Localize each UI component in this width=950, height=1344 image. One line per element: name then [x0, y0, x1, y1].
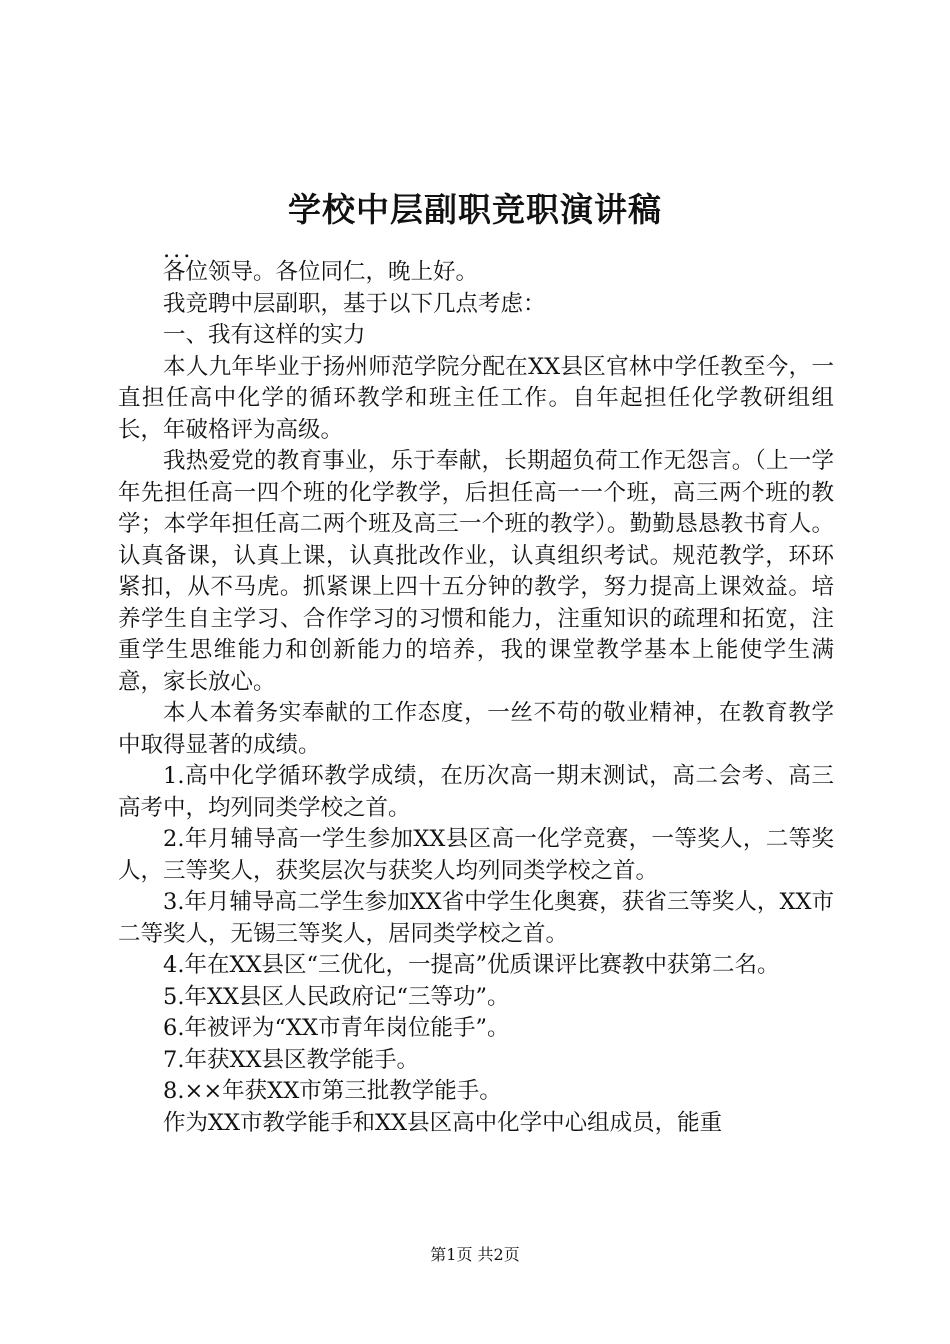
- document-title: 学校中层副职竞职演讲稿: [288, 190, 662, 229]
- achievement-item: 3.年月辅导高二学生参加XX省中学生化奥赛，获省三等奖人，XX市二等奖人，无锡三等奖人，居同类学校之首。: [118, 889, 834, 947]
- body-paragraph: 各位领导。各位同仁，晚上好。: [163, 259, 479, 285]
- document-body: [118, 237, 834, 1139]
- body-paragraph: 我竞聘中层副职，基于以下几点考虑：: [163, 290, 546, 317]
- body-paragraph: 作为XX市教学能手和XX县区高中化学中心组成员，能重: [163, 1109, 723, 1136]
- achievement-item: 2.年月辅导高一学生参加XX县区高一化学竞赛，一等奖人，二等奖人，三等奖人，获奖层次与获奖人均列同类学校之首。: [118, 826, 834, 884]
- body-paragraph: ...: [163, 237, 194, 263]
- body-paragraph: 我热爱党的教育事业，乐于奉献，长期超负荷工作无怨言。（上一学年先担任高一四个班的化学教学，后担任高一一个班，高三两个班的教学；本学年担任高二两个班及高三一个班的教学）。勤勤恳恳教书育人。认真备课，认真上课，认真批改作业，认真组织考试。规范教学，环环紧扣，从不马虎。抓紧课上四十五分钟的教学，努力提高上课效益。培养学生自主学习、合作学习的习惯和能力，注重知识的疏理和拓宽，注重学生思维能力和创新能力的培养，我的课堂教学基本上能使学生满意，家长放心。: [118, 448, 834, 695]
- page-number: 第1页 共2页: [430, 1245, 520, 1264]
- achievement-item: 8.××年获XX市第三批教学能手。: [163, 1078, 502, 1104]
- achievement-item: 7.年获XX县区教学能手。: [163, 1046, 420, 1073]
- achievement-item: 6.年被评为“XX市青年岗位能手”。: [163, 1015, 510, 1041]
- achievement-item: 4.年在XX县区“三优化，一提高”优质课评比赛教中获第二名。: [163, 952, 780, 978]
- body-paragraph: 本人九年毕业于扬州师范学院分配在XX县区官林中学任教至今，一直担任高中化学的循环教学和班主任工作。自年起担任化学教研组组长，年破格评为高级。: [118, 353, 834, 443]
- achievement-item: 5.年XX县区人民政府记“三等功”。: [163, 983, 510, 1010]
- achievement-item: 1.高中化学循环教学成绩，在历次高一期末测试，高二会考、高三高考中，均列同类学校之首。: [118, 763, 834, 821]
- body-paragraph: 本人本着务实奉献的工作态度，一丝不苟的敬业精神，在教育教学中取得显著的成绩。: [118, 700, 834, 758]
- section-heading: 一、我有这样的实力: [163, 322, 366, 348]
